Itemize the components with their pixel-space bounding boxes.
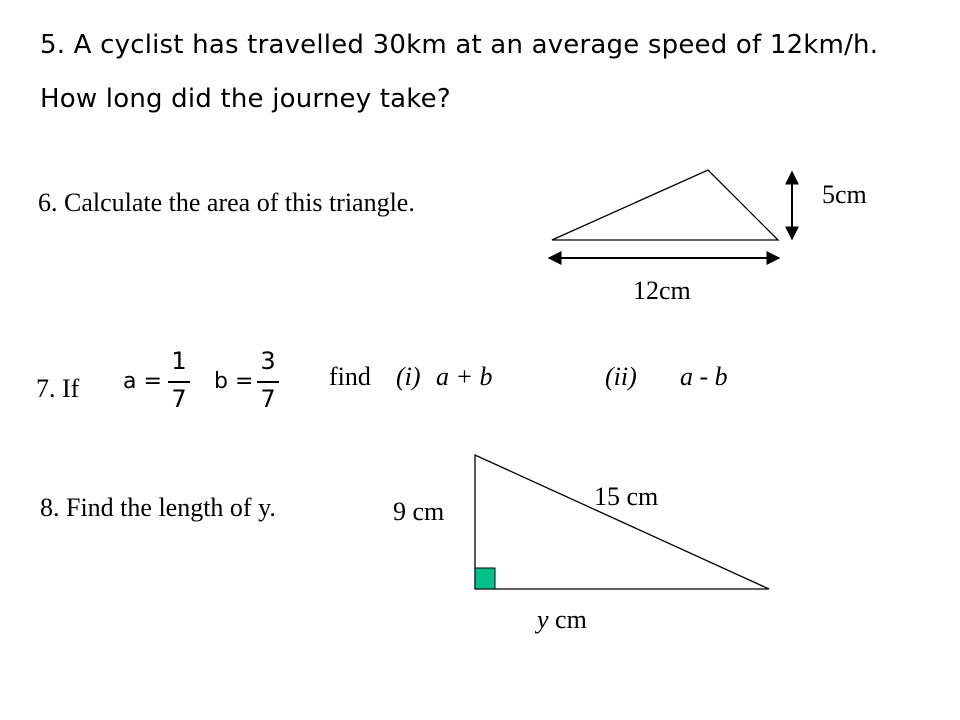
q8-text: 8. Find the length of y.: [40, 493, 276, 522]
q5-line2: How long did the journey take?: [40, 84, 451, 114]
q8-right-triangle: [475, 455, 769, 589]
q8-right-angle-marker: [475, 568, 495, 589]
q7-b-denominator: 7: [260, 385, 276, 413]
q8-side-label: 9 cm: [393, 497, 445, 526]
q7-a-numerator: 1: [171, 347, 187, 375]
q6-triangle: [552, 170, 778, 240]
q6-base-label: 12cm: [633, 276, 691, 305]
q7-part-ii-expr: a - b: [680, 362, 728, 391]
q8-base-variable: y: [537, 605, 549, 634]
q7-b-numerator: 3: [260, 347, 276, 375]
q5-line1: 5. A cyclist has travelled 30km at an average speed of 12km/h.: [40, 30, 879, 60]
q7-find: find: [329, 362, 371, 391]
q7-a-var: a =: [123, 369, 162, 394]
q7-a-denominator: 7: [171, 385, 187, 413]
q6-height-label: 5cm: [822, 180, 867, 209]
q8-hypotenuse-label: 15 cm: [594, 482, 659, 511]
q6-text: 6. Calculate the area of this triangle.: [38, 188, 415, 217]
q7-prefix: 7. If: [36, 374, 80, 403]
q7-part-i-expr: a + b: [436, 362, 493, 391]
q7-b-var: b =: [214, 369, 254, 394]
q8-base-unit: cm: [555, 605, 587, 634]
q7-part-i-label: (i): [396, 362, 421, 391]
q7-part-ii-label: (ii): [605, 362, 637, 391]
